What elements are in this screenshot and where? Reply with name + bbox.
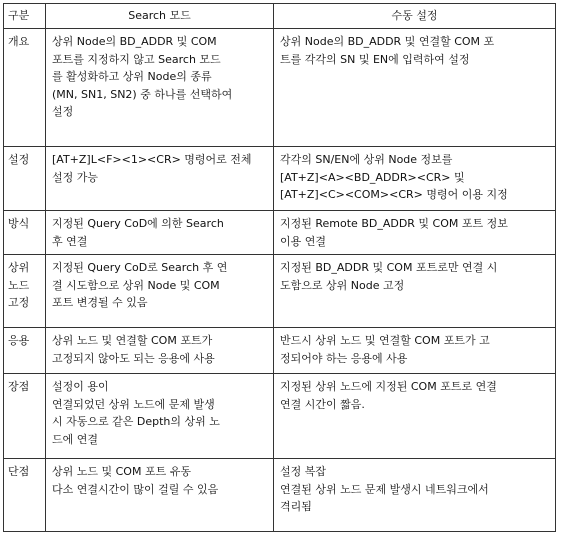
cell-search-advantages xyxy=(46,374,274,459)
category-line: 고정 xyxy=(8,296,30,309)
row-category-setting xyxy=(4,147,46,211)
cell-line: 지정된 Query CoD로 Search 후 연 xyxy=(52,261,228,274)
cell-manual-parent-node-fixed xyxy=(274,255,556,328)
cell-line: 다소 연결시간이 많이 걸릴 수 있음 xyxy=(52,482,219,496)
category-line: 단점 xyxy=(8,465,30,478)
header-search-mode: Search 모드 xyxy=(46,4,274,29)
cell-manual-overview xyxy=(274,29,556,147)
category-line: 설정 xyxy=(8,153,30,166)
cell-line: 반드시 상위 노드 및 연결할 COM 포트가 고 xyxy=(280,334,490,347)
cell-manual-disadvantages xyxy=(274,459,556,532)
cell-line: 상위 Node의 BD_ADDR 및 연결할 COM 포 xyxy=(280,35,495,48)
table-row xyxy=(4,459,556,532)
cell-line: 상위 Node의 BD_ADDR 및 COM xyxy=(52,35,217,48)
cell-line: 연결 시간이 짧음. xyxy=(280,397,365,411)
category-line: 응용 xyxy=(8,334,30,347)
cell-line: 각각의 SN/EN에 상위 Node 정보를 xyxy=(280,153,453,166)
table-row xyxy=(4,211,556,255)
cell-line: 이용 연결 xyxy=(280,234,327,248)
category-line: 개요 xyxy=(8,35,30,48)
row-category-parent-node-fixed xyxy=(4,255,46,328)
cell-line: 상위 노드 및 연결할 COM 포트가 xyxy=(52,334,213,347)
header-category: 구분 xyxy=(4,4,46,29)
row-category-advantages xyxy=(4,374,46,459)
cell-line: 지정된 상위 노드에 지정된 COM 포트로 연결 xyxy=(280,380,497,393)
category-line: 방식 xyxy=(8,217,30,230)
cell-line: [AT+Z]L<F><1><CR> 명령어로 전체 xyxy=(52,153,252,166)
comparison-table xyxy=(3,3,556,532)
cell-search-disadvantages xyxy=(46,459,274,532)
cell-search-overview xyxy=(46,29,274,147)
cell-line: 지정된 BD_ADDR 및 COM 포트로만 연결 시 xyxy=(280,261,498,274)
cell-manual-setting xyxy=(274,147,556,211)
cell-line: 정되어야 하는 응용에 사용 xyxy=(280,351,408,365)
cell-line: 연결된 상위 노드 문제 발생시 네트워크에서 xyxy=(280,482,489,496)
cell-line: 결 시도함으로 상위 Node 및 COM xyxy=(52,278,220,292)
cell-line: 설정 복잡 xyxy=(280,465,327,478)
cell-manual-application xyxy=(274,328,556,374)
category-line: 장점 xyxy=(8,380,30,393)
cell-search-method xyxy=(46,211,274,255)
cell-line: 지정된 Query CoD에 의한 Search xyxy=(52,217,224,230)
cell-line: 고정되지 않아도 되는 응용에 사용 xyxy=(52,351,215,365)
cell-manual-method xyxy=(274,211,556,255)
cell-line: 설정 xyxy=(52,105,74,118)
row-category-overview xyxy=(4,29,46,147)
cell-line: (MN, SN1, SN2) 중 하나를 선택하여 xyxy=(52,87,233,101)
cell-search-parent-node-fixed xyxy=(46,255,274,328)
cell-line: 설정이 용이 xyxy=(52,380,109,393)
cell-line: 연결되었던 상위 노드에 문제 발생 xyxy=(52,397,215,411)
table-row xyxy=(4,147,556,211)
table-row xyxy=(4,374,556,459)
table-header-row xyxy=(4,4,556,29)
header-manual-setting: 수동 설정 xyxy=(274,4,556,29)
cell-line: 를 활성화하고 상위 Node의 종류 xyxy=(52,70,212,83)
category-line: 상위 xyxy=(8,261,30,274)
row-category-disadvantages xyxy=(4,459,46,532)
cell-search-setting xyxy=(46,147,274,211)
cell-manual-advantages xyxy=(274,374,556,459)
table-row xyxy=(4,29,556,147)
table-row xyxy=(4,255,556,328)
cell-line: 도함으로 상위 Node 고정 xyxy=(280,278,405,292)
cell-line: 시 자동으로 같은 Depth의 상위 노 xyxy=(52,415,220,428)
cell-line: 드에 연결 xyxy=(52,432,99,446)
row-category-method xyxy=(4,211,46,255)
cell-line: [AT+Z]<C><COM><CR> 명령어 이용 지정 xyxy=(280,188,508,201)
cell-line: 후 연결 xyxy=(52,234,88,248)
cell-line: 지정된 Remote BD_ADDR 및 COM 포트 정보 xyxy=(280,217,508,230)
cell-line: 상위 노드 및 COM 포트 유동 xyxy=(52,465,191,478)
cell-line: 격리됨 xyxy=(280,500,312,513)
table-row xyxy=(4,328,556,374)
category-line: 노드 xyxy=(8,278,30,292)
cell-search-application xyxy=(46,328,274,374)
row-category-application xyxy=(4,328,46,374)
cell-line: 트를 각각의 SN 및 EN에 입력하여 설정 xyxy=(280,52,470,66)
cell-line: 설정 가능 xyxy=(52,170,99,184)
cell-line: 포트 변경될 수 있음 xyxy=(52,296,148,309)
cell-line: [AT+Z]<A><BD_ADDR><CR> 및 xyxy=(280,170,465,184)
cell-line: 포트를 지정하지 않고 Search 모드 xyxy=(52,52,221,66)
